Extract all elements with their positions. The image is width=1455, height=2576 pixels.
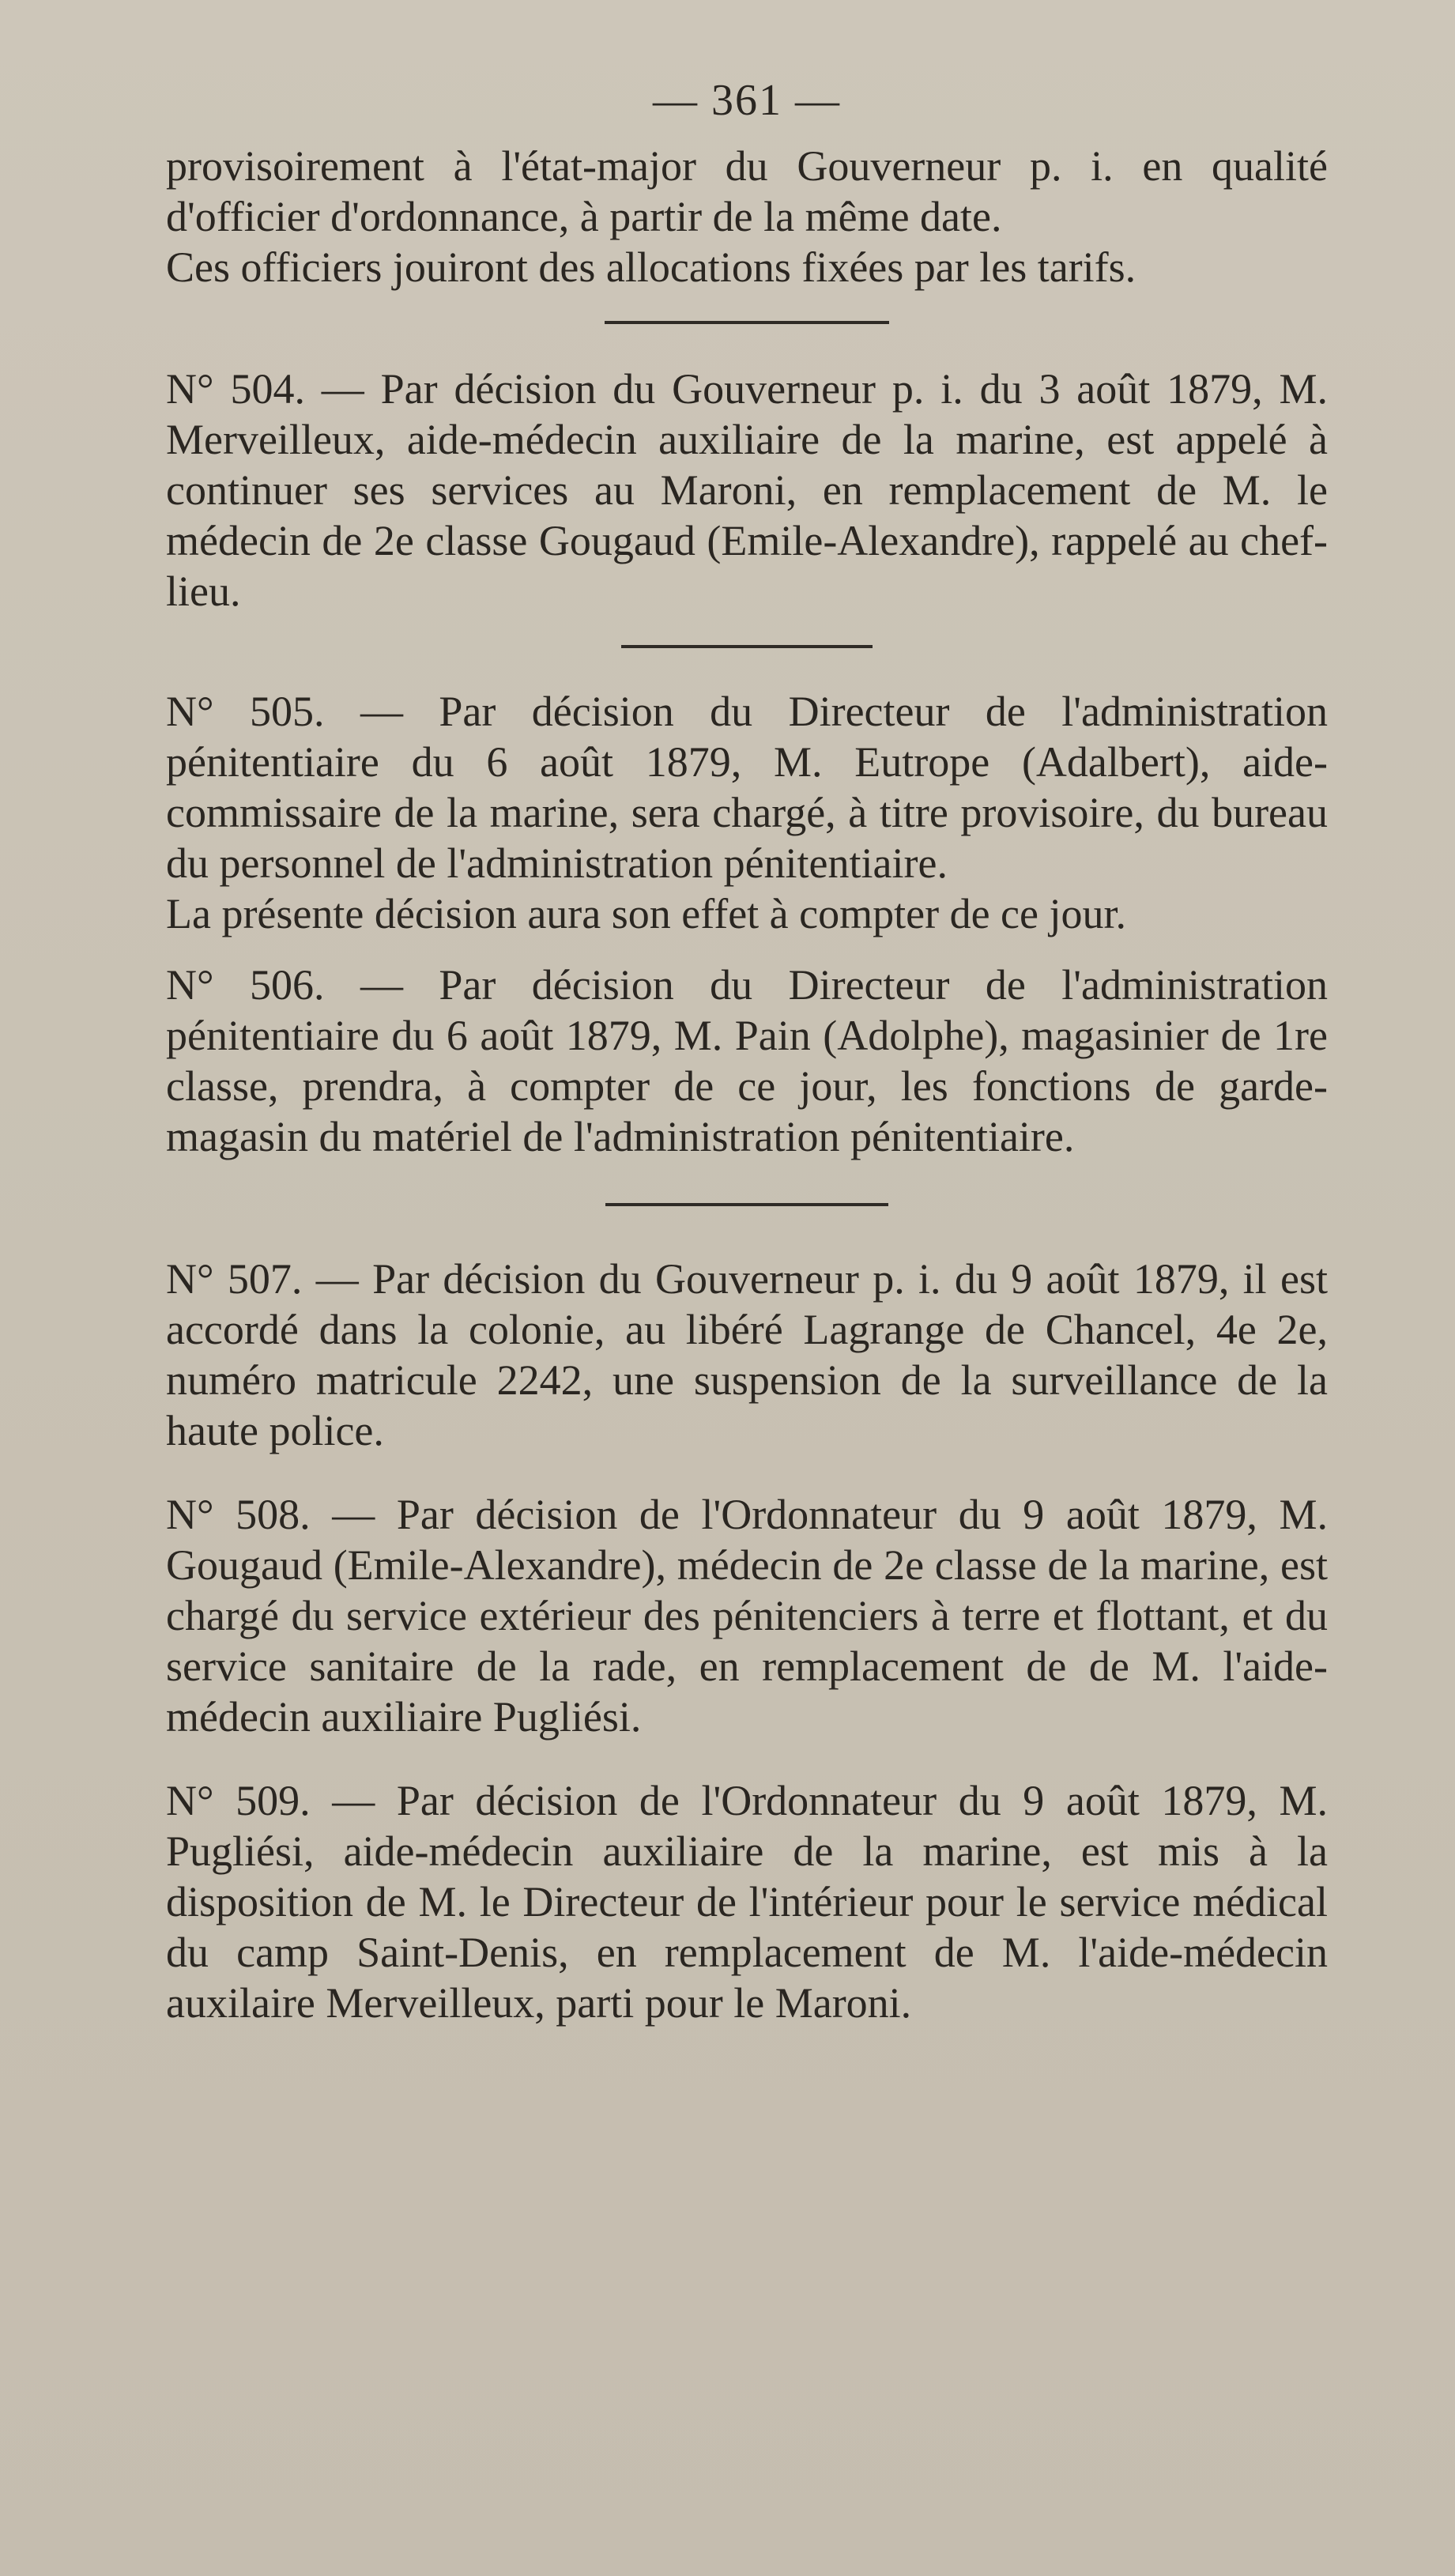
spacer <box>166 1456 1328 1489</box>
intro-line-3: Ces officiers jouiront des allocations fixées par les tarifs. <box>166 243 1136 291</box>
separator-rule <box>605 321 889 324</box>
entry-509: N° 509. — Par décision de l'Ordonnateur du 9 août 1879, M. Pugliési, aide-médecin auxiliaire de la marine, est mis à la disposition de M. le Directeur de l'intérieur pour le service médical du camp Saint-Denis, en remplacement de M. l'aide-médecin auxilaire Merveilleux, parti pour le Maroni. <box>166 1777 1328 2027</box>
spacer <box>166 1742 1328 1775</box>
text-column <box>166 73 1328 2028</box>
intro-line-2: d'officier d'ordonnance, à partir de la même date. <box>166 193 1002 240</box>
spacer <box>166 939 1328 960</box>
separator-rule <box>621 645 873 648</box>
page-number: — 361 — <box>653 76 841 125</box>
entry-508: N° 508. — Par décision de l'Ordonnateur du 9 août 1879, M. Gougaud (Emile-Alexandre), médecin de 2e classe de la marine, est chargé du service extérieur des pénitenciers à terre et flottant, et du service sanitaire de la rade, en remplacement de de M. l'aide-médecin auxiliaire Pugliési. <box>166 1491 1328 1741</box>
entry-504: N° 504. — Par décision du Gouverneur p. i. du 3 août 1879, M. Merveilleux, aide-médecin auxiliaire de la marine, est appelé à continuer ses services au Maroni, en remplacement de M. le médecin de 2e classe Gougaud (Emile-Alexandre), rappelé au chef-lieu. <box>166 365 1328 615</box>
entry-507: N° 507. — Par décision du Gouverneur p. i. du 9 août 1879, il est accordé dans la colonie, au libéré Lagrange de Chancel, 4e 2e, numéro matricule 2242, une suspension de la surveillance de la haute police. <box>166 1255 1328 1454</box>
intro-line-1: provisoirement à l'état-major du Gouverneur p. i. en qualité <box>166 142 1328 190</box>
entry-506: N° 506. — Par décision du Directeur de l'administration pénitentiaire du 6 août 1879, M. Pain (Adolphe), magasinier de 1re classe, prendra, à compter de ce jour, les fonctions de garde-magasin du matériel de l'administration pénitentiaire. <box>166 961 1328 1160</box>
entry-505: N° 505. — Par décision du Directeur de l'administration pénitentiaire du 6 août 1879, M. Eutrope (Adalbert), aide-commissaire de la marine, sera chargé, à titre provisoire, du bureau du personnel de l'administration pénitentiaire. <box>166 688 1328 887</box>
entry-505-followup: La présente décision aura son effet à compter de ce jour. <box>166 890 1126 937</box>
separator-rule <box>605 1203 888 1206</box>
